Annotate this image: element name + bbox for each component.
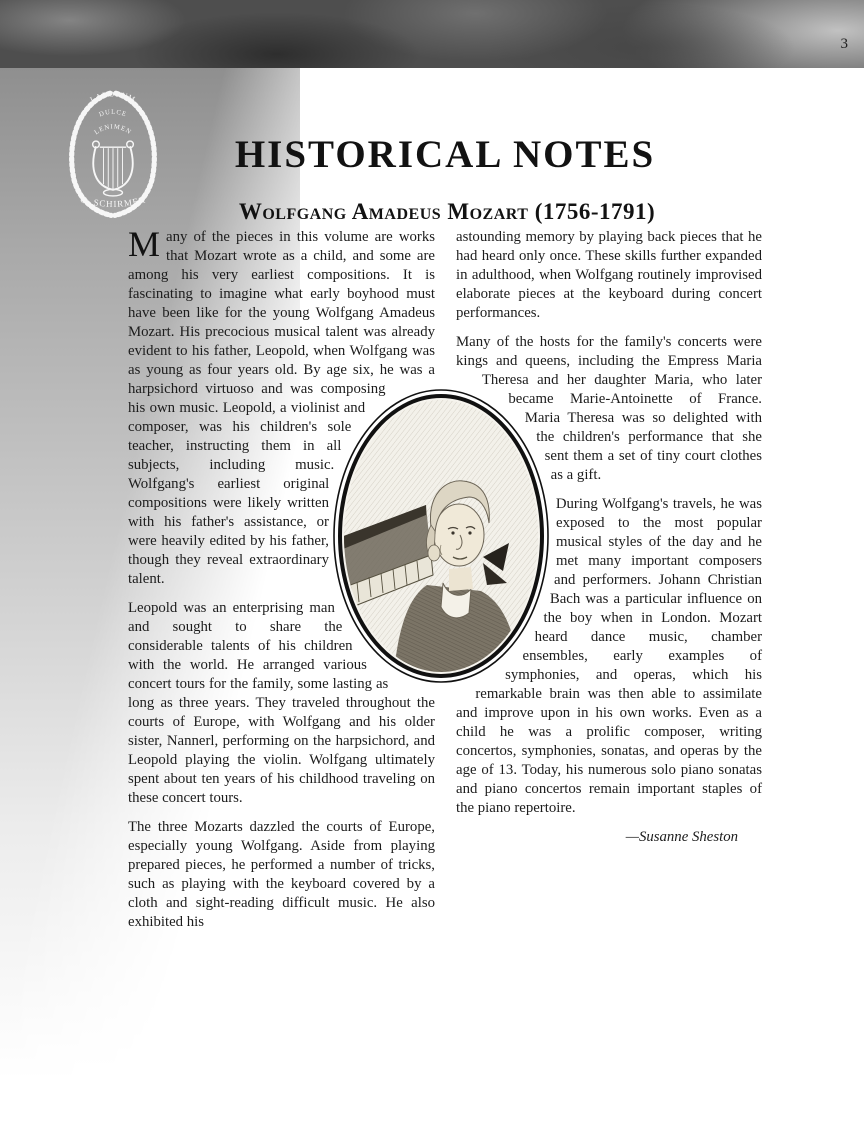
page-number: 3 [840, 36, 848, 52]
logo-motto-line2: DULCE [98, 108, 128, 119]
svg-text:LENIMEN [93, 123, 132, 136]
body-paragraph: The three Mozarts dazzled the courts of Europe, especially young Wolfgang. Aside from playing prepared pieces, he performed a number of tricks, such as playing with the keyboard covered by a cloth and sight-reading difficult music. He also exhibited his [128, 819, 435, 930]
logo-motto-line1: LABORUM [88, 89, 138, 105]
body-paragraph: Leopold was an enterprising man and sought to share the considerable talents of his children with the world. He arranged various concert tours for the family, some lasting as long as three years. They traveled throughout the courts of Europe, with Wolfgang and his older sister, Nannerl, performing on the harpsichord, and Leopold playing the violin. Wolfgang ultimately spent about ten years of his childhood traveling on these concert tours. [128, 600, 435, 806]
logo-motto-line3: LENIMEN [93, 123, 133, 137]
page-subtitle: Wolfgang Amadeus Mozart (1756-1791) [238, 199, 656, 225]
body-paragraph: During Wolfgang's travels, he was exposed to the most popular musical styles of the day and he met many important composers and performers. Johann Christian Bach was a particular influence on the boy when in London. Mozart heard dance music, chamber ensembles, early examples of symphonies, and operas, which his remarkable brain was then able to assimilate and improve upon in his own works. Even as a child he was a prolific composer, writing concertos, symphonies, sonatas, and operas by the age of 13. Today, his numerous solo piano sonatas and piano concertos remain important staples of the piano repertoire. [456, 496, 762, 816]
svg-text:DULCE [98, 109, 128, 119]
schirmer-emblem-icon [56, 80, 170, 222]
paragraph-text: any of the pieces in this volume are works that Mozart wrote as a child, and some are among his very earliest compositions. It is fascinating to imagine what early boyhood must have been like for the young Wolfgang Amadeus Mozart. His precocious musical talent was already evident to his father, Leopold, when Wolfgang was as young as four years old. By age six, he was a harpsichord virtuoso and was composing his own music. Leopold, a violinist and composer, was his children's sole teacher, instructing them in all subjects, including music. Wolfgang's earliest original compositions were likely written with his father's assistance, or were heavily edited by his father, though they reveal extraordinary talent. [128, 229, 435, 587]
dropcap: M [128, 224, 161, 264]
body-paragraph: astounding memory by playing back pieces that he had heard only once. These skills further expanded in adulthood, when Wolfgang routinely improvised elaborate pieces at the keyboard during concert performances. [456, 229, 762, 321]
body-paragraph: Many of the hosts for the family's concerts were kings and queens, including the Empress Maria Theresa and her daughter Maria, who later became Marie-Antoinette of France. Maria Theresa was so delighted with the children's performance that she sent them a set of tiny court clothes as a gift. [456, 334, 762, 483]
page-title: HISTORICAL NOTES [234, 133, 656, 177]
byline: —Susanne Sheston [625, 829, 738, 845]
svg-text:LABORUM [89, 89, 138, 104]
mozart-portrait [331, 387, 551, 685]
logo-publisher-name: G. SCHIRMER [79, 194, 147, 209]
header-band [0, 0, 864, 68]
